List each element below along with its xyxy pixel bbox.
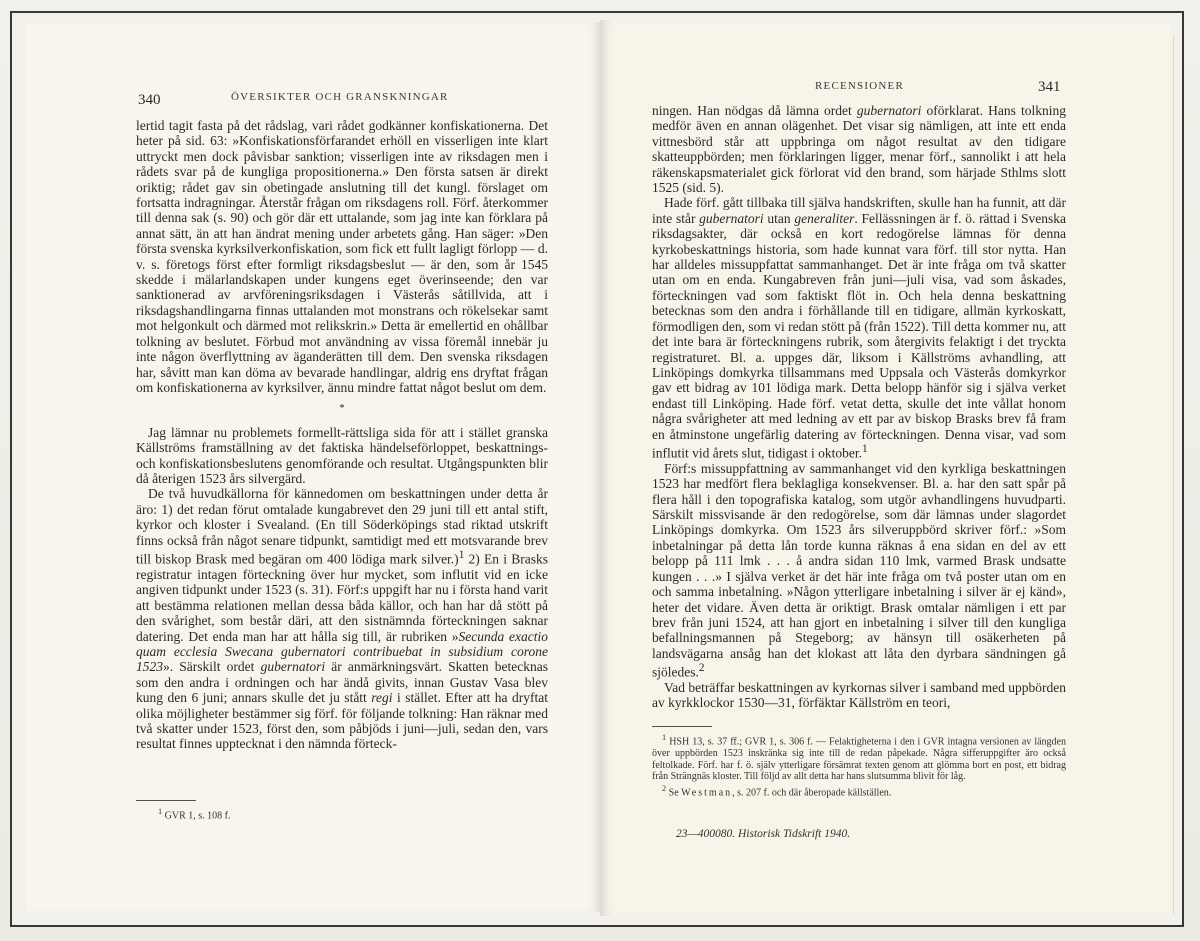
section-separator: * xyxy=(339,402,345,415)
paragraph: Vad beträffar beskattningen av kyrkornas silver i samband med uppbörden av kyrkklockor 1530—31, förfäktar Källström en teori, xyxy=(652,680,1067,711)
printer-imprint: 23—400080. Historisk Tidskrift 1940. xyxy=(676,828,851,840)
paragraph: Förf:s missuppfattning av sammanhanget vid den kyrkliga beskattningen 1523 har medfört flera beklagliga konsekvenser. Bl. a. har den satt spår på flera håll i den topografiska katalog, som utgör avhandlingens huvudparti. Särskilt missvisande är den redogörelse, som där lämnas under slagordet Linköpings domkyrka. Om 1523 års silveruppbörd skriver förf.: »Som inbetalningar på detta lån torde kunna räknas å ena sidan en del av ett belopp på 111 lmk . . . å andra sidan 110 lmk, varmed Brask undsatte kungen . . .» I själva verket är det här inte fråga om två poster utan om en och samma inbetalning. »Någon ytterligare inbetalning i silver är ej känd», heter det vidare. Även detta är oriktigt. Brask omtalar nämligen i ett par brev från juni 1524, att han gjort en inbetalning i silver till den kungliga befallningsmannen på Stegeborg; av hänsyn till osäkerheten på landsvägarna ansåg han det klokast att låta den dyrbara sändningen gå sjöledes.$^2$ xyxy=(652,460,1066,680)
paragraph: Hade förf. gått tillbaka till själva handskriften, skulle han ha funnit, att där inte står gubernatori utan generaliter. Fellässningen är f. ö. rättad i Svenska riksdagsakter, där också en kort redogörelse lämnas för denna kyrkobeskattnings historia, som hade kunnat vara förf. till stor nytta. Han har alldeles missuppfattat sammanhanget. Det är inte fråga om två skatter utan om en enda. Kungabreven från juni—juli visa, vad som åskades, förteckningen vad som faktiskt flöt in. Och hela denna beskattning betecknas som den andra i förhållande till en tidigare, allmän kyrkoskatt, förmodligen den, som vi redan stött på (från 1522). Till detta kommer nu, att det inte bara är förteckningens rubrik, som återgivits felaktigt i det tryckta registraturet. Bl. a. uppges där, liksom i Källströms avhandling, att Linköpings domkyrka tillsammans med Uppsala och Västerås domkyrkor gav ett bidrag av 101 lödiga mark. Detta belopp hänför sig i själva verket endast till Linköping. Hade förf. vetat detta, skulle det inte vållat honom några svårigheter att med ledning av ett par av biskop Brasks brev få fram en åtminstone ungefärlig datering av förteckningen. Denna visar, vad som influtit vid årets slut, tidigast i oktober.$^1$ xyxy=(652,195,1066,461)
right-page xyxy=(600,20,1170,916)
left-footnotes xyxy=(148,806,538,822)
footnote-ref: 2 xyxy=(698,662,705,675)
footnote: $^1$ GVR 1, s. 108 f. xyxy=(158,807,231,822)
latin-rubric: Secunda exactio quam ecclesia Swecana gubernatori contribuebat in subsidium corone 1523 xyxy=(136,628,548,675)
footnote-rule xyxy=(136,800,196,801)
paragraph: ningen. Han nödgas då lämna ordet gubernatori oförklarat. Hans tolkning medför även en annan olägenhet. Det visar sig nämligen, att inte ett enda vittnesbörd står att uppbringa om något resultat av den tidigare skatteuppbörden; men förklaringen ligger, menar förf., sannolikt i att hela räkenskapsmaterialet gick förlorat vid den brand, som härjade Sthlms slott 1525 (sid. 5). xyxy=(652,103,1066,196)
running-head-left: ÖVERSIKTER OCH GRANSKNINGAR xyxy=(231,91,449,103)
footnote: $^2$ Se Westman, s. 207 f. och där åberopade källställen. xyxy=(662,783,892,799)
page-number-left: 340 xyxy=(138,92,161,108)
footnote-ref: 1 xyxy=(861,442,868,455)
footnote-ref: 1 xyxy=(458,548,465,561)
footnote-rule xyxy=(652,726,712,727)
left-body-text xyxy=(136,118,548,752)
running-head-right: RECENSIONER xyxy=(815,80,904,92)
left-page xyxy=(26,22,600,912)
paragraph: Jag lämnar nu problemets formellt-rättsliga sida för att i stället granska Källströms framställning av det faktiska händelseförloppet, beskattnings- och konfiskationsbeslutens genomförande och resultat. Utgångspunkten blir då återigen 1523 års silvergärd. xyxy=(136,424,548,486)
paragraph: lertid tagit fasta på det rådslag, vari rådet godkänner konfiskationerna. Det heter på sid. 63: »Konfiskationsförfarandet erhöll en visserligen inte klart uttryckt men dock påvisbar sanktion; visserligen inte av riksdagen men i rådets svar på de kungliga propositionerna.» Den första satsen är direkt oriktig; rådet gav sin obetingade anslutning till det kungl. förslaget om fortsatta indragningar. Återstår frågan om riksdagens roll. Förf. återkommer till denna sak (s. 90) och gör där ett uttalande, som jag inte kan förklara på annat sätt, än att han ändrat mening under arbetets gång. Han säger: »Den första svenska kyrksilverkonfiskation, som fick ett fullt lagligt förlopp — d. v. s. företogs först efter formligt riksdagsbeslut — är den, som år 1545 skedde i mälarlandskapen under kungens eget överinseende; den var sanktionerad av arvföreningsriksdagen i Västerås såtillvida, att i riksdagshandlingarna finnas uttalanden mot monstrans och rökelsekar samt mot helgonkult och därmed mot relikskrin.» Detta är emellertid en ohållbar tolkning av beslutet. Förbud mot användning av vissa föremål innebär ju inte någon överflyttning av äganderätten till dem. Den svenska riksdagen har, såvitt man kan döma av bevarade handlingar, aldrig ens dryftat frågan om konfiskationerna av kyrksilver, ännu mindre fattat något beslut om dem. xyxy=(136,118,548,395)
page-number-right: 341 xyxy=(1038,79,1061,95)
right-body-text xyxy=(652,103,1066,711)
footnote: $^1$ HSH 13, s. 37 ff.; GVR 1, s. 306 f. — Felaktigheterna i den i GVR intagna versionen av längden över uppbörden 1523 inskränka sig inte till de redan påpekade. Några sifferuppgifter äro också feltolkade. Förf. har f. ö. själv ytterligare försämrat texten genom att glömma bort en post, ett bidrag från Strängnäs kloster. Till följd av allt detta har hans slutsumma blivit för låg. xyxy=(652,733,1066,783)
paragraph: De två huvudkällorna för kännedomen om beskattningen under detta år äro: 1) det redan förut omtalade kungabrevet den 29 juni till ett antal stift, kyrkor och kloster i Svealand. (En till Söderköpings stad riktad utskrift finns också från något senare tidpunkt, samtidigt med ett motsvarande brev till biskop Brask med begäran om 400 lödiga mark silver.)$^1$ 2) En i Brasks registratur intagen förteckning över hur mycket, som influtit vid en icke angiven tidpunkt under 1523 (s. 31). Förf:s uppgift har nu i första hand varit att bestämma relationen mellan dessa båda källor, och han har då stött på den svårighet, som består däri, att den sistnämnda förteckningen saknar datering. Det enda man har att hålla sig till, är rubriken »Secunda exactio quam ecclesia Swecana gubernatori contribuebat in subsidium corone 1523». Särskilt ordet gubernatori är anmärkningsvärt. Skatten betecknas som den andra i ordningen och har ändå givits, innan Gustav Vasa blev kung den 6 juni; annars skulle det ju stått regi i stället. Efter att ha dryftat olika möjligheter bestämmer sig förf. för följande tolkning: Han räknar med två skatter under 1523, först den, som påbjöds i juni—juli, sedan den, vars resultat finnes upptecknat i den nämnda förteck- xyxy=(136,486,548,752)
right-footnotes xyxy=(652,732,1066,799)
